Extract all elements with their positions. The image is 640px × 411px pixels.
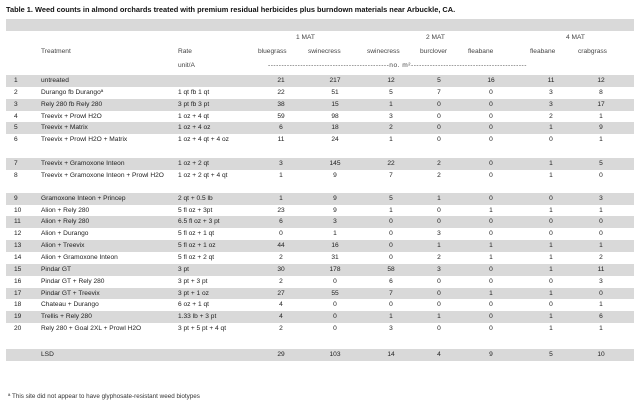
- row-value: 3: [333, 218, 337, 226]
- row-number: 13: [14, 242, 22, 250]
- header-units-line: ---------------------------------------------no. m²-------------------------------------------: [268, 62, 527, 69]
- row-value: 6: [599, 313, 603, 321]
- row-value: 0: [549, 218, 553, 226]
- row-value: 1: [279, 194, 283, 202]
- row-value: 0: [549, 277, 553, 285]
- row-value: 2: [549, 112, 553, 120]
- row-rate: 5 fl oz + 3pt: [178, 206, 213, 214]
- row-value: 1: [389, 313, 393, 321]
- row-value: 1: [389, 136, 393, 144]
- row-value: 44: [277, 242, 285, 250]
- row-value: 22: [387, 159, 395, 167]
- row-treatment: Rely 280 fb Rely 280: [41, 100, 103, 108]
- row-rate: 6 oz + 1 qt: [178, 301, 209, 309]
- row-value: 0: [599, 289, 603, 297]
- row-value: 3: [279, 159, 283, 167]
- row-number: 20: [14, 325, 22, 333]
- row-value: 0: [599, 171, 603, 179]
- row-value: 2: [279, 253, 283, 261]
- row-value: 0: [437, 112, 441, 120]
- lsd-value: 9: [489, 351, 493, 359]
- lsd-label: LSD: [41, 351, 54, 359]
- row-value: 0: [549, 230, 553, 238]
- row-value: 0: [437, 301, 441, 309]
- row-value: 2: [437, 159, 441, 167]
- row-value: 15: [331, 100, 339, 108]
- row-value: 1: [599, 242, 603, 250]
- row-value: 0: [389, 230, 393, 238]
- table-row: [6, 111, 634, 123]
- row-value: 1: [549, 313, 553, 321]
- row-value: 9: [333, 194, 337, 202]
- row-value: 0: [489, 313, 493, 321]
- row-treatment: Treevix + Prowl H2O: [41, 112, 102, 120]
- row-value: 0: [549, 301, 553, 309]
- row-value: 1: [489, 253, 493, 261]
- row-value: 0: [333, 277, 337, 285]
- table-row: [6, 216, 634, 228]
- row-value: 0: [437, 218, 441, 226]
- table-row: [6, 193, 634, 205]
- row-value: 0: [389, 242, 393, 250]
- table-header: [6, 31, 634, 75]
- row-value: 8: [599, 88, 603, 96]
- row-value: 58: [387, 265, 395, 273]
- row-value: 0: [333, 301, 337, 309]
- row-value: 1: [437, 194, 441, 202]
- lsd-value: 103: [329, 351, 341, 359]
- row-value: 3: [389, 325, 393, 333]
- row-treatment: Alion + Treevix: [41, 242, 85, 250]
- row-number: 8: [14, 171, 18, 179]
- header-treatment: Treatment: [41, 48, 71, 55]
- row-treatment: untreated: [41, 77, 69, 84]
- row-value: 3: [549, 100, 553, 108]
- row-value: 0: [489, 301, 493, 309]
- row-value: 5: [437, 77, 441, 84]
- row-value: 23: [277, 206, 285, 214]
- row-value: 0: [489, 171, 493, 179]
- row-treatment: Pindar GT + Treevix: [41, 289, 100, 297]
- row-value: 18: [331, 124, 339, 132]
- row-value: 1: [549, 253, 553, 261]
- row-value: 1: [549, 206, 553, 214]
- table-row: [6, 228, 634, 240]
- row-rate: 3 pt + 5 pt + 4 qt: [178, 325, 227, 333]
- row-value: 0: [437, 100, 441, 108]
- header-weed-6: fleabane: [530, 48, 556, 55]
- header-4mat: 4 MAT: [566, 34, 585, 41]
- row-value: 217: [329, 77, 341, 84]
- row-treatment: Alion + Rely 280: [41, 218, 90, 226]
- row-value: 21: [277, 77, 285, 84]
- row-value: 12: [597, 77, 605, 84]
- row-value: 3: [599, 277, 603, 285]
- row-value: 0: [389, 253, 393, 261]
- row-value: 5: [599, 159, 603, 167]
- row-value: 0: [599, 230, 603, 238]
- row-value: 1: [599, 136, 603, 144]
- table-body: [6, 75, 634, 346]
- row-value: 2: [279, 277, 283, 285]
- row-value: 1: [599, 325, 603, 333]
- table-row: [6, 288, 634, 300]
- header-weed-2: swinecress: [308, 48, 341, 55]
- row-value: 0: [489, 124, 493, 132]
- row-value: 0: [489, 112, 493, 120]
- row-value: 31: [331, 253, 339, 261]
- row-rate: 6.5 fl oz + 3 pt: [178, 218, 220, 226]
- row-value: 3: [599, 194, 603, 202]
- row-value: 0: [437, 136, 441, 144]
- row-treatment: Treevix + Prowl H2O + Matrix: [41, 136, 128, 144]
- row-value: 11: [547, 77, 555, 84]
- row-rate: 5 fl oz + 1 qt: [178, 230, 215, 238]
- row-value: 0: [437, 289, 441, 297]
- row-number: 1: [14, 77, 18, 84]
- row-number: 3: [14, 100, 18, 108]
- row-value: 1: [489, 242, 493, 250]
- row-value: 3: [437, 230, 441, 238]
- row-value: 1: [549, 124, 553, 132]
- row-value: 0: [599, 218, 603, 226]
- row-value: 30: [277, 265, 285, 273]
- row-value: 9: [599, 124, 603, 132]
- row-rate: 5 fl oz + 1 oz: [178, 242, 216, 250]
- lsd-value: 5: [549, 351, 553, 359]
- row-number: 15: [14, 265, 22, 273]
- row-treatment: Alion + Rely 280: [41, 206, 90, 214]
- row-number: 4: [14, 112, 18, 120]
- row-value: 98: [331, 112, 339, 120]
- row-value: 1: [333, 230, 337, 238]
- row-value: 1: [489, 289, 493, 297]
- row-treatment: Durango fb Durangoª: [41, 88, 104, 96]
- row-treatment: Alion + Gramoxone Inteon: [41, 253, 118, 261]
- table-row: [6, 75, 634, 87]
- row-treatment: Pindar GT: [41, 265, 72, 273]
- row-value: 4: [279, 313, 283, 321]
- lsd-value: 4: [437, 351, 441, 359]
- row-value: 6: [389, 277, 393, 285]
- row-rate: 1 oz + 4 qt: [178, 112, 209, 120]
- table-row: [6, 146, 634, 158]
- row-rate: 3 pt + 3 pt: [178, 277, 208, 285]
- row-value: 1: [437, 313, 441, 321]
- header-weed-3: swinecress: [367, 48, 400, 55]
- row-rate: 2 qt + 0.5 lb: [178, 194, 213, 202]
- table-row: [6, 276, 634, 288]
- row-value: 11: [277, 136, 285, 144]
- header-band: [6, 19, 634, 31]
- row-value: 6: [279, 218, 283, 226]
- row-number: 18: [14, 301, 22, 309]
- row-number: 17: [14, 289, 22, 297]
- footnote: ª This site did not appear to have glyphosate-resistant weed biotypes: [8, 393, 200, 400]
- row-value: 2: [279, 325, 283, 333]
- row-value: 0: [489, 277, 493, 285]
- table-row: [6, 311, 634, 323]
- table-row: [6, 323, 634, 346]
- row-number: 16: [14, 277, 22, 285]
- table-row: [6, 264, 634, 276]
- table-row: [6, 99, 634, 111]
- row-rate: 1 oz + 4 oz: [178, 124, 211, 132]
- table-title: Table 1. Weed counts in almond orchards treated with premium residual herbicides plus burndown materials near Arbuckle, CA.: [6, 5, 456, 14]
- row-value: 16: [487, 77, 495, 84]
- row-value: 0: [333, 313, 337, 321]
- row-treatment: Chateau + Durango: [41, 301, 99, 309]
- table-row: [6, 170, 634, 193]
- row-value: 1: [279, 171, 283, 179]
- row-value: 1: [549, 265, 553, 273]
- row-value: 0: [489, 88, 493, 96]
- row-value: 16: [331, 242, 339, 250]
- table-row: [6, 252, 634, 264]
- table-row: [6, 122, 634, 134]
- row-value: 145: [329, 159, 341, 167]
- row-rate: 1 oz + 2 qt + 4 qt: [178, 171, 228, 179]
- row-value: 1: [437, 242, 441, 250]
- row-value: 7: [389, 289, 393, 297]
- row-number: 9: [14, 194, 18, 202]
- table-row: [6, 87, 634, 99]
- row-value: 24: [331, 136, 339, 144]
- row-value: 1: [549, 159, 553, 167]
- table-row: [6, 240, 634, 252]
- row-value: 3: [389, 112, 393, 120]
- row-treatment: Treevix + Matrix: [41, 124, 88, 132]
- row-value: 0: [489, 325, 493, 333]
- row-value: 0: [489, 194, 493, 202]
- header-2mat: 2 MAT: [426, 34, 445, 41]
- row-value: 38: [277, 100, 285, 108]
- row-value: 0: [437, 206, 441, 214]
- row-number: 10: [14, 206, 22, 214]
- row-value: 0: [489, 265, 493, 273]
- row-rate: 1 oz + 4 qt + 4 oz: [178, 136, 229, 144]
- row-value: 9: [333, 171, 337, 179]
- row-rate: 5 fl oz + 2 qt: [178, 253, 215, 261]
- lsd-value: 14: [387, 351, 395, 359]
- row-value: 4: [279, 301, 283, 309]
- row-value: 9: [333, 206, 337, 214]
- row-treatment: Trellis + Rely 280: [41, 313, 92, 321]
- row-value: 0: [437, 124, 441, 132]
- row-number: 7: [14, 159, 18, 167]
- row-treatment: Treevix + Gramoxone Inteon + Prowl H2O: [41, 171, 164, 179]
- row-treatment: Treevix + Gramoxone Inteon: [41, 159, 125, 167]
- row-value: 6: [279, 124, 283, 132]
- weed-count-table: [6, 19, 634, 361]
- row-value: 0: [437, 277, 441, 285]
- row-value: 1: [599, 206, 603, 214]
- row-value: 12: [387, 77, 395, 84]
- row-value: 51: [331, 88, 339, 96]
- row-value: 0: [549, 194, 553, 202]
- row-value: 1: [549, 171, 553, 179]
- row-value: 5: [389, 194, 393, 202]
- row-value: 59: [277, 112, 285, 120]
- row-value: 0: [389, 218, 393, 226]
- row-value: 2: [437, 171, 441, 179]
- row-number: 5: [14, 124, 18, 132]
- row-value: 2: [389, 124, 393, 132]
- row-value: 55: [331, 289, 339, 297]
- row-value: 0: [489, 159, 493, 167]
- table-row: [6, 158, 634, 170]
- row-value: 2: [599, 253, 603, 261]
- row-value: 0: [279, 230, 283, 238]
- row-number: 14: [14, 253, 22, 261]
- row-value: 7: [437, 88, 441, 96]
- row-value: 1: [549, 325, 553, 333]
- row-value: 11: [597, 265, 605, 273]
- row-number: 11: [14, 218, 21, 226]
- row-value: 0: [489, 218, 493, 226]
- row-rate: 1 oz + 2 qt: [178, 159, 209, 167]
- row-rate: 3 pt: [178, 265, 189, 273]
- row-value: 0: [489, 136, 493, 144]
- row-value: 22: [277, 88, 285, 96]
- row-number: 19: [14, 313, 22, 321]
- header-rate: Rate: [178, 48, 192, 55]
- table-row: [6, 299, 634, 311]
- header-unit: unit/A: [178, 62, 195, 69]
- header-weed-7: crabgrass: [578, 48, 607, 55]
- header-weed-5: fleabane: [468, 48, 494, 55]
- lsd-value: 10: [597, 351, 605, 359]
- row-value: 0: [333, 325, 337, 333]
- row-value: 3: [549, 88, 553, 96]
- row-value: 1: [549, 289, 553, 297]
- row-rate: 3 pt fb 3 pt: [178, 100, 210, 108]
- row-value: 178: [329, 265, 341, 273]
- row-rate: 1 qt fb 1 qt: [178, 88, 210, 96]
- row-value: 0: [489, 100, 493, 108]
- row-value: 5: [389, 88, 393, 96]
- row-value: 3: [437, 265, 441, 273]
- row-number: 2: [14, 88, 18, 96]
- header-1mat: 1 MAT: [296, 34, 315, 41]
- row-value: 1: [389, 206, 393, 214]
- row-value: 1: [549, 242, 553, 250]
- header-weed-4: burclover: [420, 48, 448, 55]
- row-value: 1: [599, 301, 603, 309]
- table-row: [6, 205, 634, 217]
- row-rate: 3 pt + 1 oz: [178, 289, 209, 297]
- row-value: 17: [597, 100, 605, 108]
- row-treatment: Rely 280 + Goal 2XL + Prowl H2O: [41, 325, 142, 333]
- row-number: 6: [14, 136, 18, 144]
- row-value: 1: [489, 206, 493, 214]
- header-weed-1: bluegrass: [258, 48, 287, 55]
- row-rate: 1.33 lb + 3 pt: [178, 313, 217, 321]
- lsd-row: [6, 349, 634, 361]
- row-value: 27: [277, 289, 285, 297]
- lsd-value: 29: [277, 351, 285, 359]
- row-number: 12: [14, 230, 22, 238]
- row-value: 0: [549, 136, 553, 144]
- row-value: 0: [437, 325, 441, 333]
- row-treatment: Alion + Durango: [41, 230, 89, 238]
- row-value: 0: [389, 301, 393, 309]
- row-value: 2: [437, 253, 441, 261]
- row-value: 1: [389, 100, 393, 108]
- row-treatment: Pindar GT + Rely 280: [41, 277, 105, 285]
- row-treatment: Gramoxone Inteon + Princep: [41, 194, 126, 202]
- row-value: 7: [389, 171, 393, 179]
- row-value: 1: [599, 112, 603, 120]
- row-value: 0: [489, 230, 493, 238]
- table-row: [6, 134, 634, 146]
